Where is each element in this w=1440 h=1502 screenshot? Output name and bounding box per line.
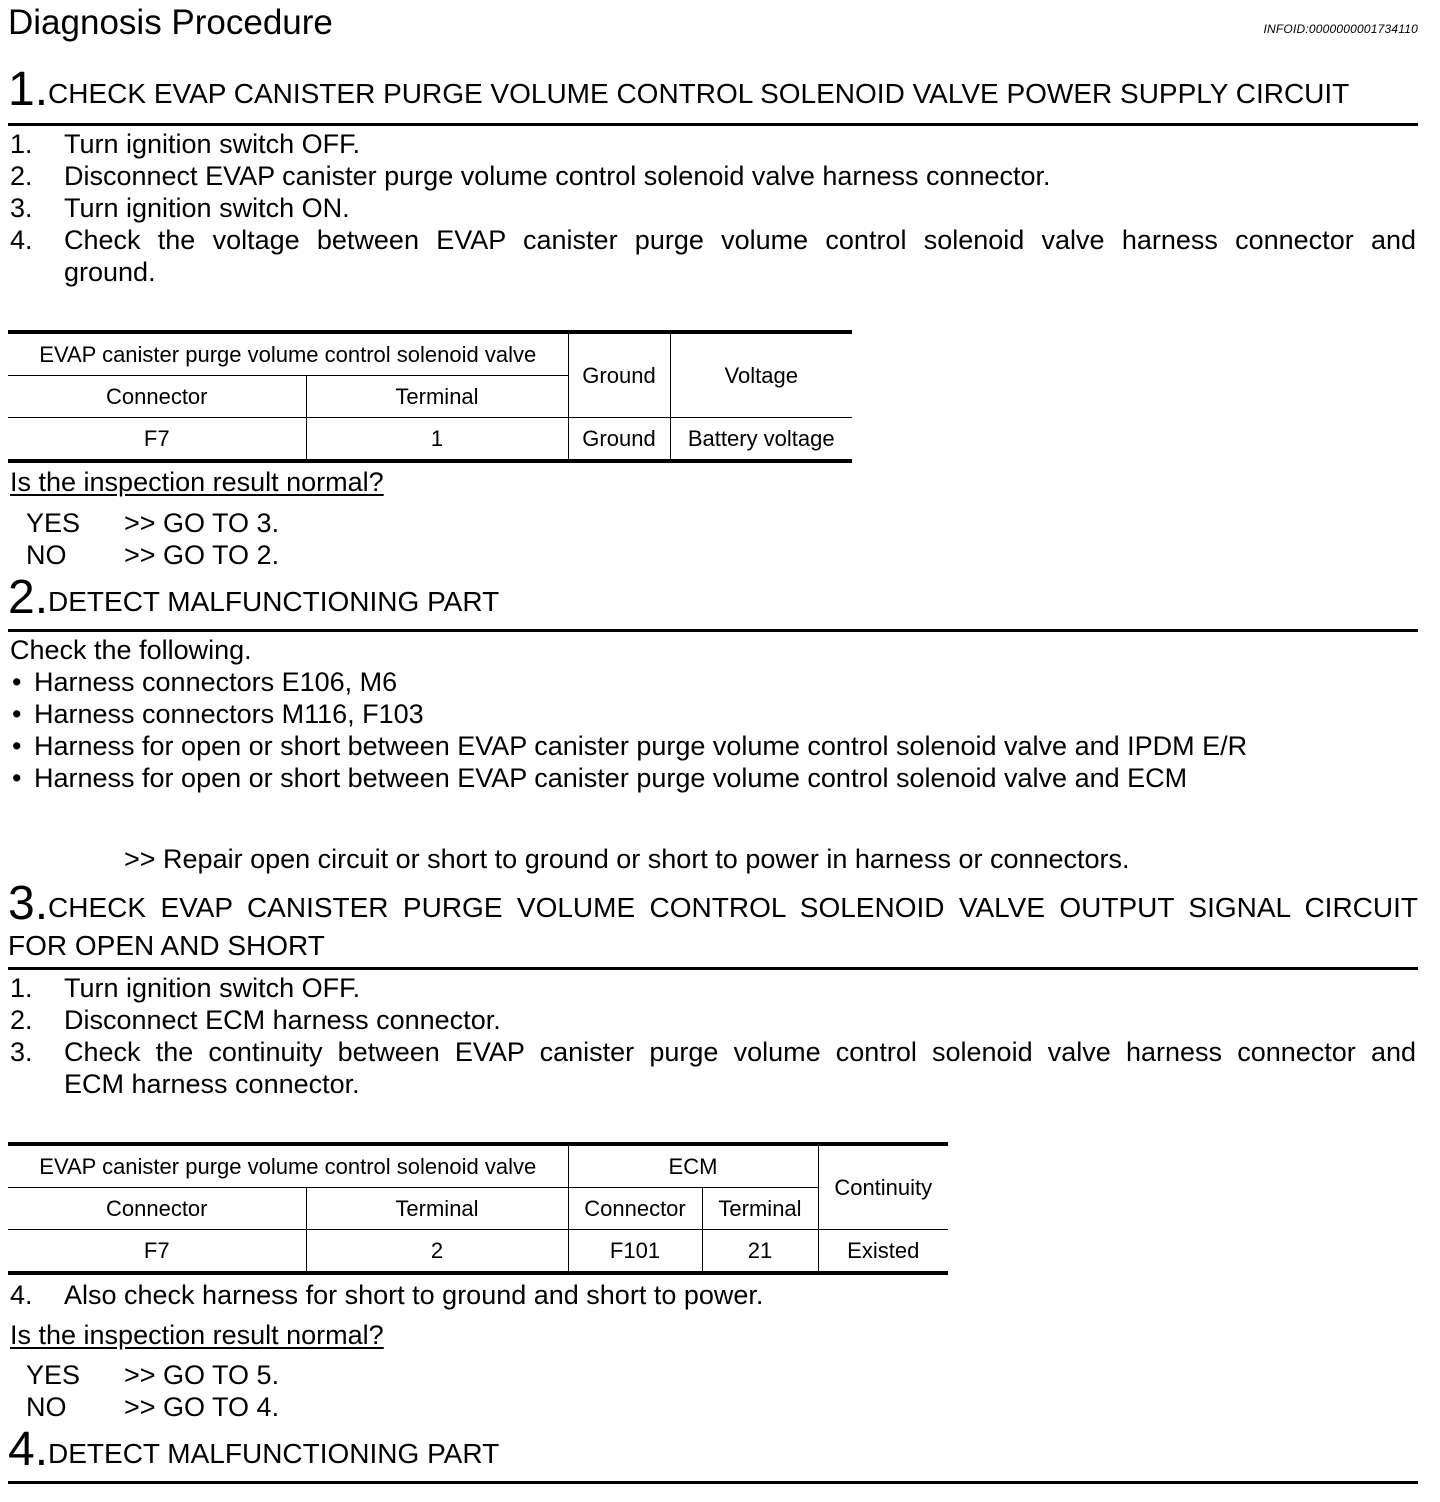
bullet-item: Harness for open or short between EVAP canister purge volume control solenoid valve and IPDM E/R bbox=[34, 731, 1248, 761]
instruction-number: 2. bbox=[10, 161, 33, 191]
page-title: Diagnosis Procedure bbox=[8, 3, 333, 42]
instruction-number: 1. bbox=[10, 973, 33, 1003]
step-2-heading bbox=[8, 571, 500, 624]
answer-key: NO bbox=[26, 540, 67, 570]
table-header-terminal: Terminal bbox=[306, 376, 568, 418]
answer-goto-link[interactable]: >> GO TO 5. bbox=[124, 1360, 280, 1390]
bullet-item: Harness for open or short between EVAP canister purge volume control solenoid valve and ECM bbox=[34, 763, 1188, 793]
table-header-ecm-terminal: Terminal bbox=[702, 1188, 818, 1230]
divider bbox=[8, 1481, 1418, 1484]
step-title: CHECK EVAP CANISTER PURGE VOLUME CONTROL SOLENOID VALVE POWER SUPPLY CIRCUIT bbox=[48, 78, 1350, 109]
table-cell: 21 bbox=[702, 1230, 818, 1274]
instruction-number: 2. bbox=[10, 1005, 33, 1035]
table-group-header: EVAP canister purge volume control solenoid valve bbox=[8, 1144, 568, 1188]
table-header-connector: Connector bbox=[8, 1188, 306, 1230]
table-cell: F7 bbox=[8, 1230, 306, 1274]
table-cell: F101 bbox=[568, 1230, 702, 1274]
instruction-text: Check the voltage between EVAP canister purge volume control solenoid valve harness connector and bbox=[64, 225, 1416, 255]
instruction-text: Disconnect EVAP canister purge volume control solenoid valve harness connector. bbox=[64, 161, 1051, 191]
table-group-header: ECM bbox=[568, 1144, 818, 1188]
step-title: DETECT MALFUNCTIONING PART bbox=[48, 1438, 500, 1469]
table-row bbox=[8, 418, 852, 462]
bullet-icon: • bbox=[12, 667, 22, 697]
table-cell: F7 bbox=[8, 418, 306, 462]
instruction-number: 4. bbox=[10, 225, 33, 255]
bullet-item: Harness connectors M116, F103 bbox=[34, 699, 424, 729]
bullet-item: Harness connectors E106, M6 bbox=[34, 667, 398, 697]
step-number: 3. bbox=[8, 877, 49, 930]
instruction-number: 4. bbox=[10, 1280, 33, 1310]
answer-key: YES bbox=[26, 508, 81, 538]
repair-result: >> Repair open circuit or short to ground or short to power in harness or connectors. bbox=[124, 844, 1130, 874]
table-header-ecm-connector: Connector bbox=[568, 1188, 702, 1230]
answer-goto-link[interactable]: >> GO TO 4. bbox=[124, 1392, 280, 1422]
instruction-text: Disconnect ECM harness connector. bbox=[64, 1005, 501, 1035]
divider bbox=[8, 629, 1418, 632]
table-cell: 2 bbox=[306, 1230, 568, 1274]
step-number: 1. bbox=[8, 63, 49, 116]
step-number: 4. bbox=[8, 1423, 49, 1476]
check-intro: Check the following. bbox=[10, 635, 252, 665]
answer-key: NO bbox=[26, 1392, 67, 1422]
answer-goto-link[interactable]: >> GO TO 3. bbox=[124, 508, 280, 538]
bullet-icon: • bbox=[12, 763, 22, 793]
bullet-icon: • bbox=[12, 699, 22, 729]
step-title-continued: FOR OPEN AND SHORT bbox=[8, 930, 325, 961]
table-cell: 1 bbox=[306, 418, 568, 462]
table-cell: Existed bbox=[818, 1230, 948, 1274]
inspection-question: Is the inspection result normal? bbox=[10, 1320, 384, 1350]
inspection-question: Is the inspection result normal? bbox=[10, 467, 384, 497]
continuity-spec-table bbox=[8, 1142, 948, 1275]
bullet-icon: • bbox=[12, 731, 22, 761]
instruction-text: Check the continuity between EVAP canister purge volume control solenoid valve harness connector and bbox=[64, 1037, 1416, 1067]
table-cell: Ground bbox=[568, 418, 670, 462]
table-group-header: EVAP canister purge volume control solenoid valve bbox=[8, 332, 568, 376]
step-3-heading bbox=[8, 877, 1418, 930]
step-title: DETECT MALFUNCTIONING PART bbox=[48, 586, 500, 617]
instruction-text: Turn ignition switch ON. bbox=[64, 193, 350, 223]
instruction-text-continued: ground. bbox=[64, 257, 156, 287]
table-header-ground: Ground bbox=[568, 332, 670, 418]
instruction-number: 1. bbox=[10, 129, 33, 159]
step-title: CHECK EVAP CANISTER PURGE VOLUME CONTROL SOLENOID VALVE OUTPUT SIGNAL CIRCUIT bbox=[48, 892, 1418, 923]
divider bbox=[8, 967, 1418, 970]
info-id: INFOID:0000000001734110 bbox=[1263, 22, 1418, 36]
table-cell: Battery voltage bbox=[670, 418, 852, 462]
table-row bbox=[8, 1230, 948, 1274]
table-header-continuity: Continuity bbox=[818, 1144, 948, 1230]
answer-key: YES bbox=[26, 1360, 81, 1390]
step-4-heading bbox=[8, 1423, 500, 1476]
table-header-connector: Connector bbox=[8, 376, 306, 418]
instruction-text: Also check harness for short to ground and short to power. bbox=[64, 1280, 764, 1310]
voltage-spec-table bbox=[8, 330, 852, 463]
instruction-text-continued: ECM harness connector. bbox=[64, 1069, 360, 1099]
instruction-number: 3. bbox=[10, 193, 33, 223]
answer-goto-link[interactable]: >> GO TO 2. bbox=[124, 540, 280, 570]
step-1-heading bbox=[8, 63, 1350, 116]
step-number: 2. bbox=[8, 571, 49, 624]
table-header-terminal: Terminal bbox=[306, 1188, 568, 1230]
table-header-voltage: Voltage bbox=[670, 332, 852, 418]
instruction-text: Turn ignition switch OFF. bbox=[64, 129, 361, 159]
instruction-text: Turn ignition switch OFF. bbox=[64, 973, 361, 1003]
instruction-number: 3. bbox=[10, 1037, 33, 1067]
divider bbox=[8, 123, 1418, 126]
